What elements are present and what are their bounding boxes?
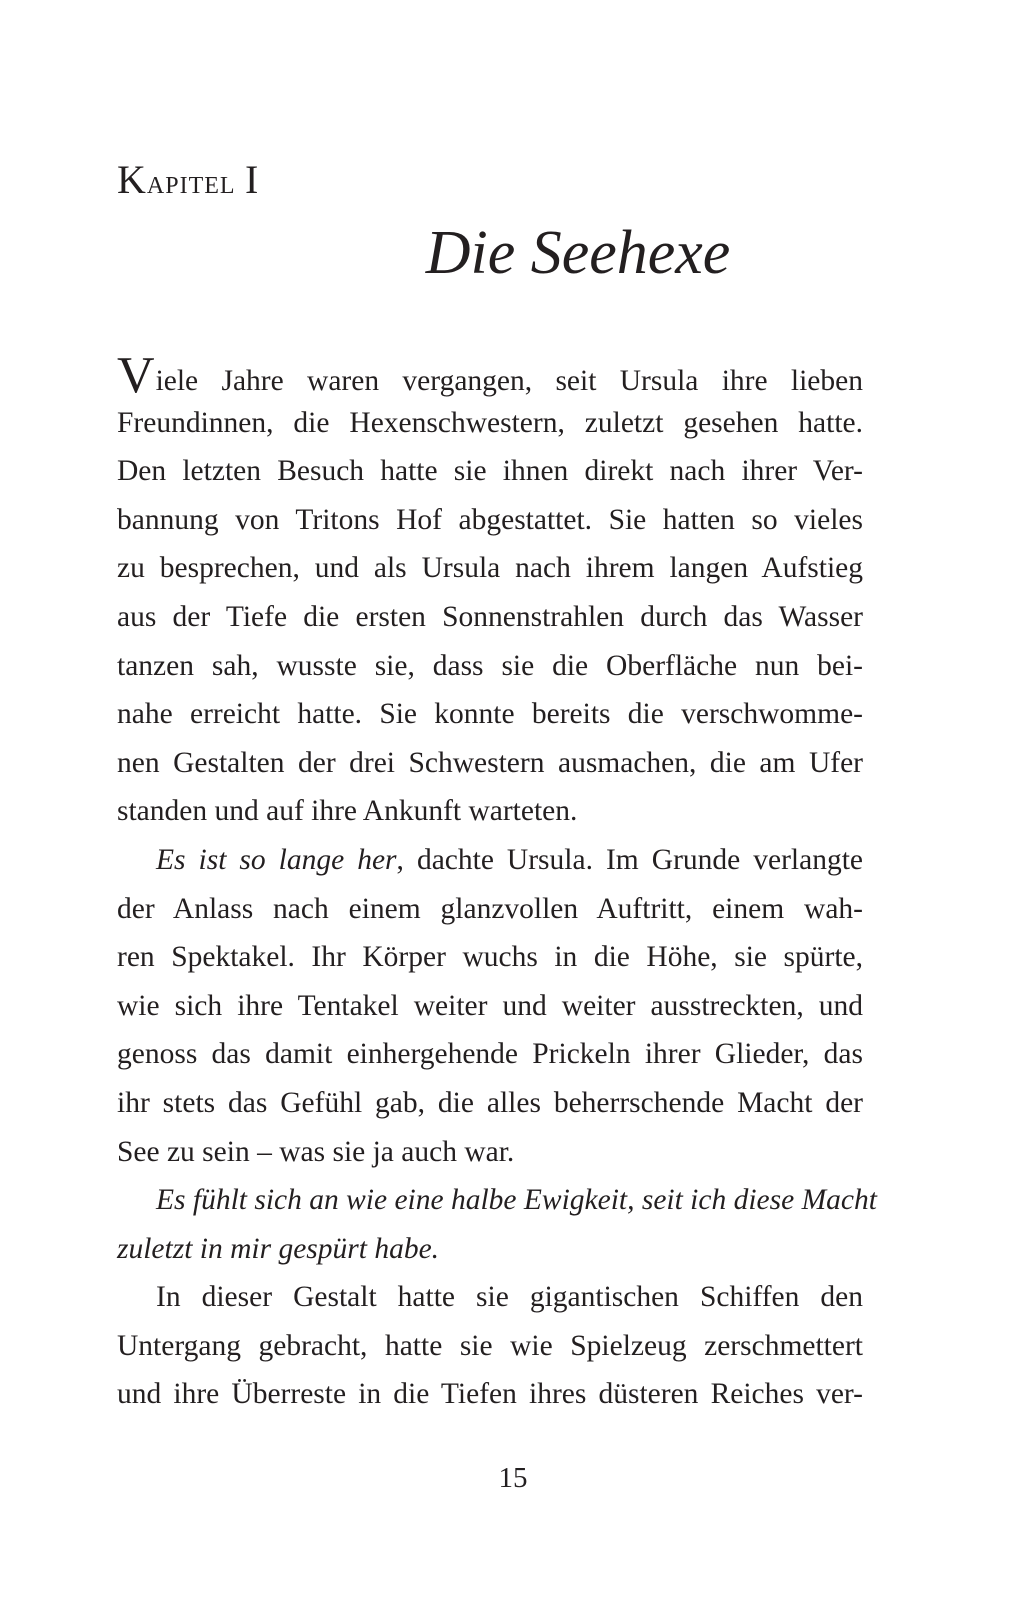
body-text (117, 347, 877, 1419)
line-text: In dieser Gestalt hatte sie gigantischen Schiffen den (156, 1281, 863, 1314)
text-line (117, 885, 863, 934)
text-line (117, 690, 863, 739)
text-line (117, 544, 863, 593)
text-line (117, 836, 863, 885)
text-line (117, 496, 863, 545)
text-line (117, 787, 863, 836)
line-text: nen Gestalten der drei Schwestern ausmachen, die am Ufer (117, 746, 863, 779)
chapter-title: Die Seehexe (425, 219, 731, 287)
italic-thought: Es fühlt sich an wie eine halbe Ewigkeit, seit ich diese Macht (156, 1184, 877, 1217)
drop-cap: V (117, 347, 155, 404)
line-text: Freundinnen, die Hexenschwestern, zuletzt gesehen hatte. (117, 406, 863, 439)
chapter-label-word: apitel (146, 164, 236, 201)
text-line (117, 447, 863, 496)
text-line (117, 1030, 863, 1079)
line-text: Untergang gebracht, hatte sie wie Spielzeug zerschmettert (117, 1329, 863, 1362)
line-text: ihr stets das Gefühl gab, die alles beherrschende Macht der (117, 1086, 863, 1119)
line-text: genoss das damit einhergehende Prickeln ihrer Glieder, das (117, 1038, 863, 1071)
text-line (117, 982, 863, 1031)
line-text: wie sich ihre Tentakel weiter und weiter ausstreckten, und (117, 989, 863, 1022)
line-text: der Anlass nach einem glanzvollen Auftritt, einem wah- (117, 892, 863, 925)
text-line (117, 1273, 863, 1322)
line-text: See zu sein – was sie ja auch war. (117, 1135, 515, 1168)
text-line (117, 347, 863, 404)
text-line (117, 1225, 863, 1274)
line-text: tanzen sah, wusste sie, dass sie die Oberfläche nun bei- (117, 649, 863, 682)
text-line (117, 933, 863, 982)
line-text: Den letzten Besuch hatte sie ihnen direkt nach ihrer Ver- (117, 455, 863, 488)
italic-thought: Es ist so lange her (156, 843, 397, 876)
line-text: , dachte Ursula. Im Grunde verlangte (396, 843, 863, 876)
text-line (117, 642, 863, 691)
text-line (117, 1176, 877, 1225)
text-line (117, 739, 863, 788)
text-line (117, 1128, 863, 1177)
line-text: iele Jahre waren vergangen, seit Ursula ihre lieben (155, 365, 863, 397)
text-line (117, 399, 863, 448)
chapter-label (117, 156, 259, 203)
text-line (117, 1370, 863, 1419)
line-text: und ihre Überreste in die Tiefen ihres düsteren Reiches ver- (117, 1378, 863, 1411)
line-text: aus der Tiefe die ersten Sonnenstrahlen durch das Wasser (117, 600, 863, 633)
italic-thought: zuletzt in mir gespürt habe. (117, 1232, 440, 1265)
text-line (117, 593, 863, 642)
chapter-number: I (245, 157, 260, 202)
line-text: zu besprechen, und als Ursula nach ihrem langen Aufstieg (117, 552, 863, 585)
text-line (117, 1079, 863, 1128)
line-text: ren Spektakel. Ihr Körper wuchs in die Höhe, sie spürte, (117, 941, 863, 974)
line-text: nahe erreicht hatte. Sie konnte bereits die verschwomme- (117, 698, 863, 731)
line-text: standen und auf ihre Ankunft warteten. (117, 795, 578, 828)
chapter-label-initial: K (117, 157, 147, 202)
page-number: 15 (498, 1462, 528, 1494)
text-line (117, 1322, 863, 1371)
line-text: bannung von Tritons Hof abgestattet. Sie hatten so vieles (117, 503, 863, 536)
